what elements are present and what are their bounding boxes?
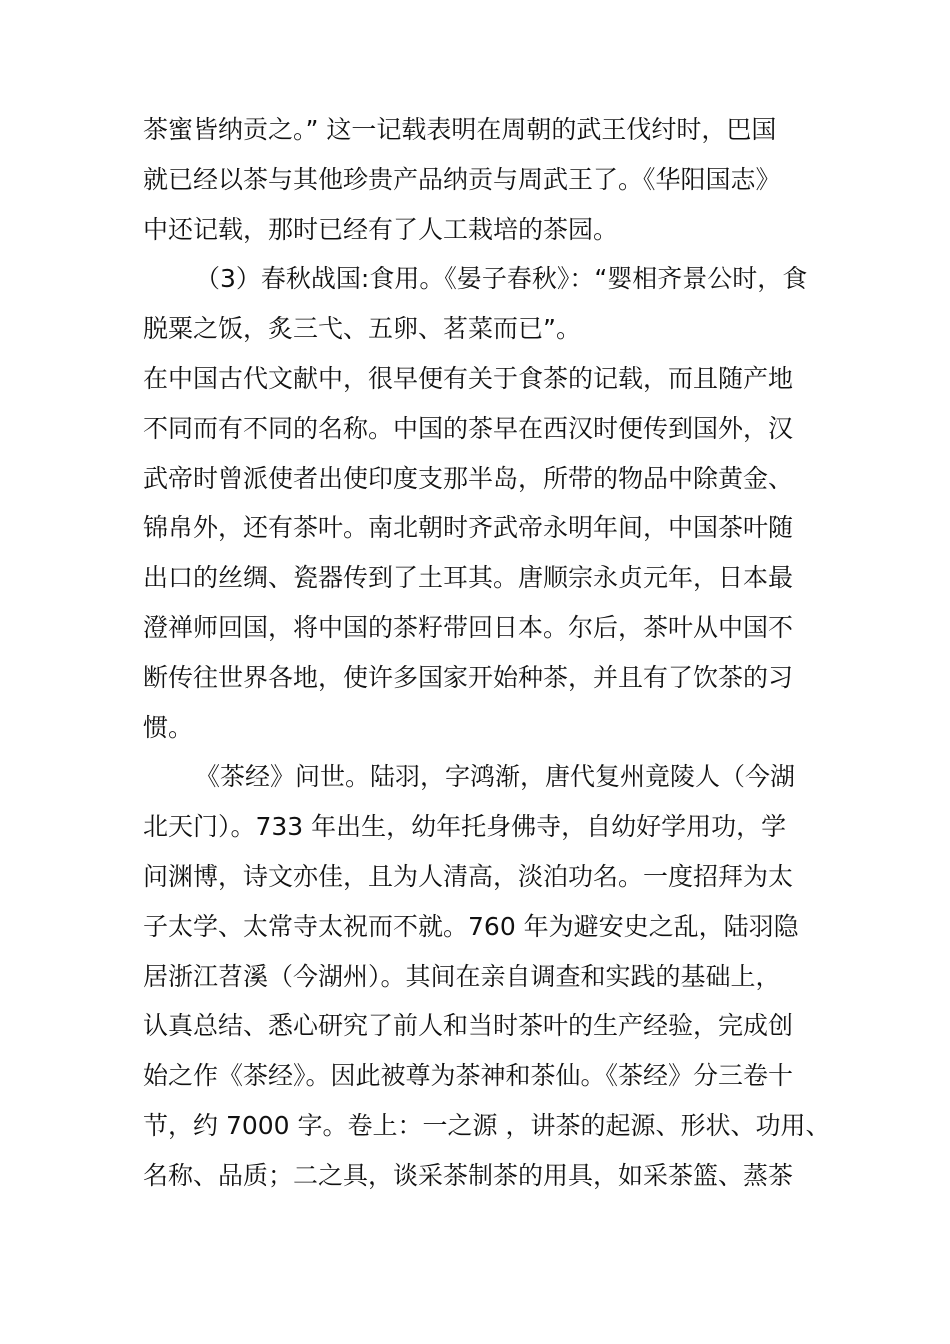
text-line: 节，约 7000 字。卷上：一之源 ，讲茶的起源、形状、功用、 (143, 1110, 831, 1140)
text-line: 在中国古代文献中，很早便有关于食茶的记载，而且随产地 (143, 363, 794, 393)
text-line: 北天门）。733 年出生，幼年托身佛寺，自幼好学用功，学 (143, 812, 787, 842)
text-line: 就已经以茶与其他珍贵产品纳贡与周武王了。《华阳国志》 (143, 164, 781, 194)
text-line: 茶蜜皆纳贡之。” 这一记载表明在周朝的武王伐纣时，巴国 (143, 115, 777, 144)
body-text (143, 105, 833, 1201)
text-line: 问渊博，诗文亦佳，且为人清高，淡泊功名。一度招拜为太 (143, 861, 794, 891)
text-line: 澄禅师回国，将中国的茶籽带回日本。尔后，茶叶从中国不 (143, 612, 794, 642)
text-line: 武帝时曾派使者出使印度支那半岛，所带的物品中除黄金、 (143, 463, 794, 493)
text-line: 认真总结、悉心研究了前人和当时茶叶的生产经验，完成创 (143, 1011, 794, 1041)
text-line: 中还记载，那时已经有了人工栽培的茶园。 (143, 214, 619, 244)
text-line: （3）春秋战国:食用。《晏子春秋》：“婴相齐景公时，食 (195, 264, 808, 294)
text-line: 脱粟之饭，炙三弋、五卵、茗菜而已”。 (143, 314, 581, 344)
text-line: 《茶经》问世。陆羽，字鸿渐，唐代复州竟陵人（今湖 (195, 762, 796, 792)
text-line: 子太学、太常寺太祝而不就。760 年为避安史之乱，陆羽隐 (143, 911, 799, 941)
text-line: 出口的丝绸、瓷器传到了土耳其。唐顺宗永贞元年，日本最 (143, 563, 794, 593)
text-line: 锦帛外，还有茶叶。南北朝时齐武帝永明年间，中国茶叶随 (143, 513, 794, 543)
text-line: 不同而有不同的名称。中国的茶早在西汉时便传到国外，汉 (143, 413, 794, 443)
text-line: 惯。 (143, 712, 194, 742)
text-line: 居浙江苕溪（今湖州）。其间在亲自调查和实践的基础上， (143, 961, 781, 991)
text-line: 始之作《茶经》。因此被尊为茶神和茶仙。《茶经》分三卷十 (143, 1061, 794, 1091)
text-line: 名称、品质；二之具，谈采茶制茶的用具，如采茶篮、蒸茶 (143, 1160, 794, 1190)
text-line: 断传往世界各地，使许多国家开始种茶，并且有了饮茶的习 (143, 662, 794, 692)
